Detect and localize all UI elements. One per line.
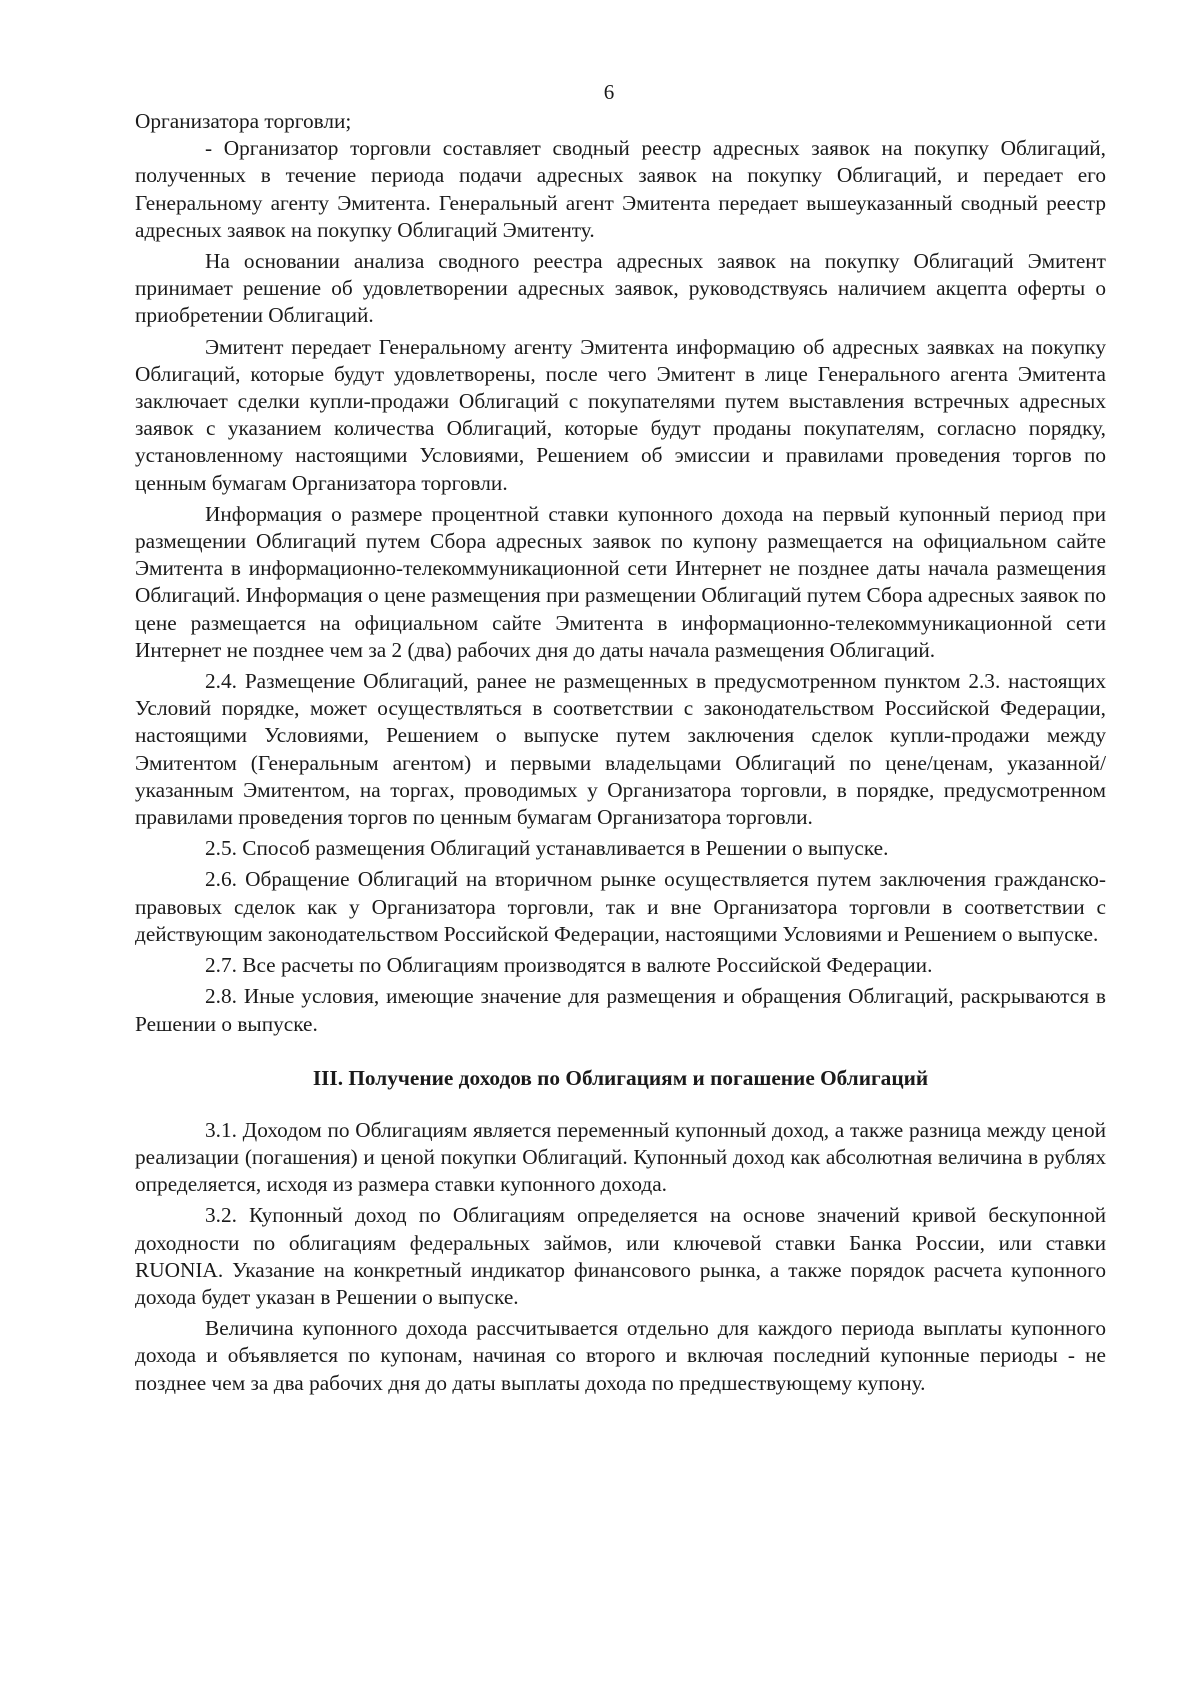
paragraph-coupon-info: Информация о размере процентной ставки купонного дохода на первый купонный период при размещении Облигаций путем Сбора адресных заявок по купону размещается на официальном сайте Эмитента в информационно-телекоммуникационной сети Интернет не позднее даты начала размещения Облигаций. Информация о цене размещения при размещении Облигаций путем Сбора адресных заявок по цене размещается на официальном сайте Эмитента в информационно-телекоммуникационной сети Интернет не позднее чем за 2 (два) рабочих дня до даты начала размещения Облигаций.: [135, 501, 1106, 662]
paragraph-2-6: 2.6. Обращение Облигаций на вторичном рынке осуществляется путем заключения гражданско-правовых сделок как у Организатора торговли, так и вне Организатора торговли в соответствии с действующим законодательством Российской Федерации, настоящими Условиями и Решением о выпуске.: [135, 867, 1106, 946]
paragraph-3-2: 3.2. Купонный доход по Облигациям определяется на основе значений кривой бескупонной доходности по облигациям федеральных займов, или ключевой ставки Банка России, или ставки RUONIA. Указание на конкретный индикатор финансового рынка, а также порядок расчета купонного дохода будет указан в Решении о выпуске.: [135, 1203, 1106, 1309]
paragraph-issuer-transfer: Эмитент передает Генеральному агенту Эмитента информацию об адресных заявках на покупку Облигаций, которые будут удовлетворены, после чего Эмитент в лице Генерального агента Эмитента заключает сделки купли-продажи Облигаций с покупателями путем выставления встречных адресных заявок с указанием количества Облигаций, которые будут проданы покупателям, согласно порядку, установленному настоящими Условиями, Решением об эмиссии и правилами проведения торгов по ценным бумагам Организатора торговли.: [135, 334, 1106, 495]
page-number: 6: [603, 80, 615, 104]
paragraph-coupon-calculation: Величина купонного дохода рассчитывается отдельно для каждого периода выплаты купонного дохода и объявляется по купонам, начиная со второго и включая последний купонные периоды - не позднее чем за два рабочих дня до даты выплаты дохода по предшествующему купону.: [135, 1316, 1106, 1395]
paragraph-2-4: 2.4. Размещение Облигаций, ранее не размещенных в предусмотренном пунктом 2.3. настоящих Условий порядке, может осуществляться в соответствии с законодательством Российской Федерации, настоящими Условиями, Решением о выпуске путем заключения сделок купли-продажи между Эмитентом (Генеральным агентом) и первыми владельцами Облигаций по цене/ценам, указанной/указанным Эмитентом, на торгах, проводимых у Организатора торговли, в порядке, предусмотренном правилами проведения торгов по ценным бумагам Организатора торговли.: [135, 669, 1106, 830]
paragraph-issuer-decision: На основании анализа сводного реестра адресных заявок на покупку Облигаций Эмитент принимает решение об удовлетворении адресных заявок, руководствуясь наличием акцепта оферты о приобретении Облигаций.: [135, 249, 1106, 328]
section-heading: III. Получение доходов по Облигациям и погашение Облигаций: [312, 1065, 929, 1090]
paragraph-2-5: 2.5. Способ размещения Облигаций устанавливается в Решении о выпуске.: [205, 836, 889, 861]
paragraph-2-7: 2.7. Все расчеты по Облигациям производятся в валюте Российской Федерации.: [205, 953, 933, 978]
paragraph-organizer-registry: - Организатор торговли составляет сводный реестр адресных заявок на покупку Облигаций, полученных в течение периода подачи адресных заявок на покупку Облигаций, и передает его Генеральному агенту Эмитента. Генеральный агент Эмитента передает вышеуказанный сводный реестр адресных заявок на покупку Облигаций Эмитенту.: [135, 136, 1106, 242]
paragraph-3-1: 3.1. Доходом по Облигациям является переменный купонный доход, а также разница между ценой реализации (погашения) и ценой покупки Облигаций. Купонный доход как абсолютная величина в рублях определяется, исходя из размера ставки купонного дохода.: [135, 1117, 1106, 1197]
paragraph-2-8: 2.8. Иные условия, имеющие значение для размещения и обращения Облигаций, раскрываются в Решении о выпуске.: [135, 984, 1106, 1036]
paragraph-continuation: Организатора торговли;: [135, 109, 352, 133]
document-body: [135, 108, 1106, 1397]
